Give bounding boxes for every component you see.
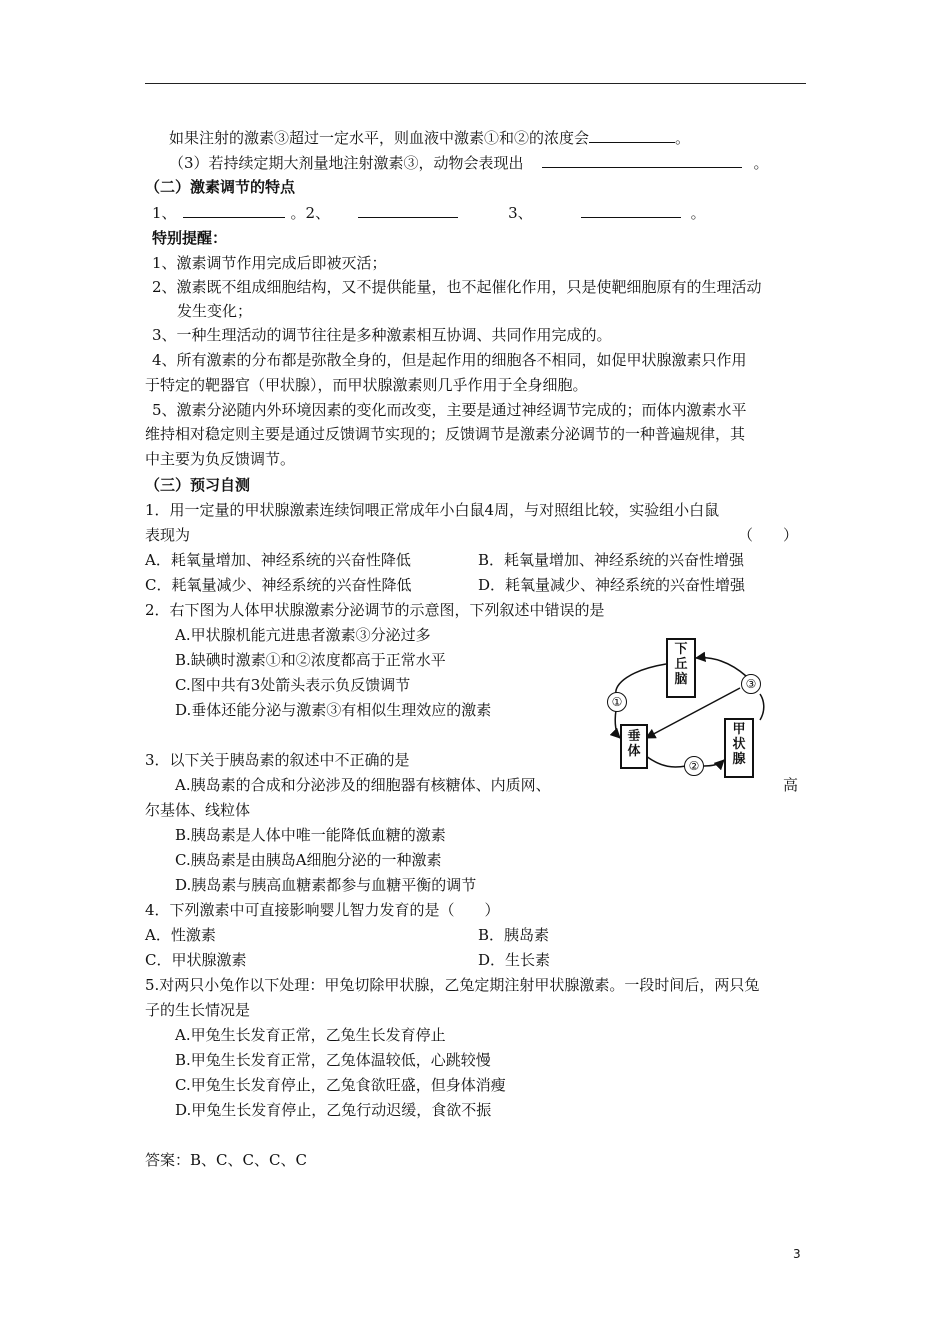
question-5-cont: 子的生长情况是: [145, 1001, 251, 1019]
option: D.垂体还能分泌与激素③有相似生理效应的激素: [175, 701, 492, 719]
text-line: 于特定的靶器官（甲状腺），而甲状腺激素则几乎作用于全身细胞。: [145, 376, 588, 394]
text-line: 1、激素调节作用完成后即被灭活；: [152, 254, 387, 272]
arrow-thyroid-out: [760, 694, 764, 720]
thyroid-regulation-diagram: [600, 634, 780, 782]
option: D．耗氧量减少、神经系统的兴奋性增强: [478, 576, 746, 594]
text-line: 5、激素分泌随内外环境因素的变化而改变，主要是通过神经调节完成的；而体内激素水平: [152, 401, 747, 419]
option: D.胰岛素与胰高血糖素都参与血糖平衡的调节: [175, 876, 477, 894]
question-1-cont: 表现为: [145, 526, 191, 544]
option: B．耗氧量增加、神经系统的兴奋性增强: [478, 551, 745, 569]
hormone-3-label: ③: [741, 674, 761, 694]
option: A．耗氧量增加、神经系统的兴奋性降低: [145, 551, 411, 569]
text-line: 中主要为负反馈调节。: [145, 450, 296, 468]
answer-key: 答案：B、C、C、C、C: [145, 1151, 307, 1169]
option: C．甲状腺激素: [145, 951, 247, 969]
text-line: 如果注射的激素③超过一定水平，则血液中激素①和②的浓度会 。: [169, 129, 691, 147]
section-heading: （三）预习自测: [145, 476, 251, 494]
option: B.胰岛素是人体中唯一能降低血糖的激素: [175, 826, 446, 844]
arrow-feedback-hypothalamus: [696, 658, 746, 676]
page-number: 3: [793, 1247, 801, 1261]
question-5: 5.对两只小兔作以下处理：甲兔切除甲状腺，乙兔定期注射甲状腺激素。一段时间后，两只兔: [145, 976, 760, 994]
option: C.图中共有3处箭头表示负反馈调节: [175, 676, 411, 694]
option: B.缺碘时激素①和②浓度都高于正常水平: [175, 651, 446, 669]
text-line: 3、一种生理活动的调节往往是多种激素相互协调、共同作用完成的。: [152, 326, 612, 344]
remind-heading: 特别提醒：: [152, 229, 228, 247]
option: A.胰岛素的合成和分泌涉及的细胞器有核糖体、内质网、: [175, 776, 551, 794]
option: A.甲状腺机能亢进患者激素③分泌过多: [175, 626, 431, 644]
question-1: 1．用一定量的甲状腺激素连续饲喂正常成年小白鼠4周，与对照组比较，实验组小白鼠: [145, 501, 720, 519]
text-line: 4、所有激素的分布都是弥散全身的，但是起作用的细胞各不相同，如促甲状腺激素只作用: [152, 351, 747, 369]
option: C.胰岛素是由胰岛A细胞分泌的一种激素: [175, 851, 442, 869]
text-line: 维持相对稳定则主要是通过反馈调节实现的；反馈调节是激素分泌调节的一种普遍规律，其: [145, 425, 746, 443]
option-cont: 尔基体、线粒体: [145, 801, 251, 819]
option: A．性激素: [145, 926, 216, 944]
arrow-hypothalamus-out: [616, 664, 666, 694]
header-rule: [145, 83, 806, 84]
option-wrap: 高: [783, 776, 799, 794]
arrow-to-thyroid: [704, 760, 724, 766]
text-line: 2、激素既不组成细胞结构，又不提供能量，也不起催化作用，只是使靶细胞原有的生理活动: [152, 278, 762, 296]
thyroid-box: 甲 状 腺: [724, 718, 754, 778]
question-2: 2．右下图为人体甲状腺激素分泌调节的示意图，下列叙述中错误的是: [145, 601, 605, 619]
text-line: 发生变化；: [177, 302, 253, 320]
arrow-pituitary-out: [646, 756, 686, 767]
hypothalamus-box: 下 丘 脑: [666, 638, 696, 698]
question-3: 3．以下关于胰岛素的叙述中不正确的是: [145, 751, 410, 769]
text-line: （3）若持续定期大剂量地注射激素③，动物会表现出 。: [169, 154, 769, 172]
answer-paren: （ ）: [738, 526, 799, 544]
hormone-2-label: ②: [684, 756, 704, 776]
question-4: 4．下列激素中可直接影响婴儿智力发育的是（ ）: [145, 901, 500, 919]
option: A.甲兔生长发育正常，乙兔生长发育停止: [175, 1026, 446, 1044]
option: D．生长素: [478, 951, 551, 969]
option: B.甲兔生长发育正常，乙兔体温较低，心跳较慢: [175, 1051, 491, 1069]
option: D.甲兔生长发育停止，乙兔行动迟缓，食欲不振: [175, 1101, 492, 1119]
option: C.甲兔生长发育停止，乙兔食欲旺盛，但身体消瘦: [175, 1076, 506, 1094]
pituitary-box: 垂 体: [620, 724, 648, 769]
text-line: 1、 。2、 3、 。: [152, 204, 706, 222]
section-heading: （二）激素调节的特点: [145, 178, 296, 196]
option: C．耗氧量减少、神经系统的兴奋性降低: [145, 576, 412, 594]
hormone-1-label: ①: [607, 692, 627, 712]
option: B．胰岛素: [478, 926, 550, 944]
